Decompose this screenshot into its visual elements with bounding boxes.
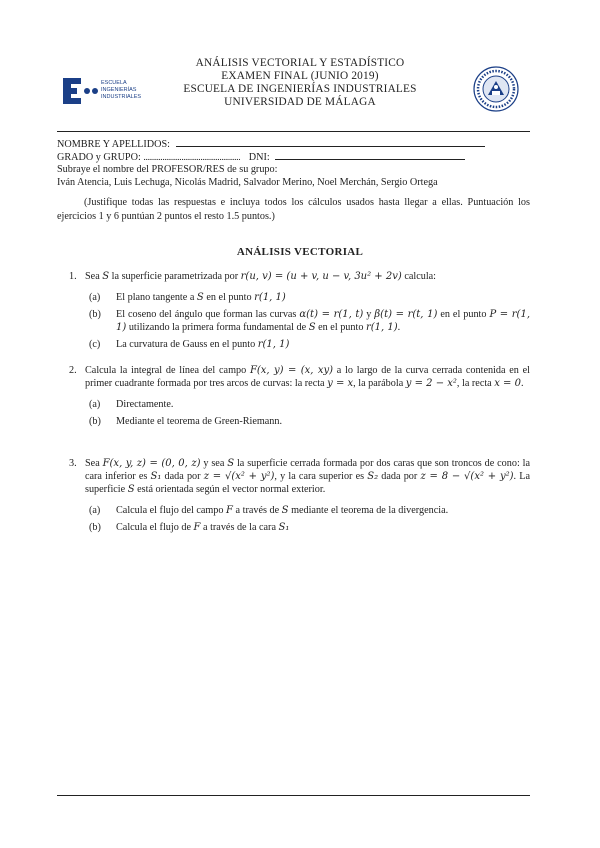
dni-input-line[interactable] <box>275 150 465 160</box>
statement-text: Calcula la integral de línea del campo <box>85 365 250 376</box>
problem-part <box>89 415 530 428</box>
exam-instructions: (Justifique todas las respuestas e incluya todos los cálculos usados hasta llegar a ellas. Puntuación los ejercicios 1 y 6 puntúan 2 puntos el resto 1.5 puntos.) <box>57 197 530 222</box>
exam-title: EXAMEN FINAL (JUNIO 2019) <box>221 70 379 82</box>
part-label: (a) <box>89 399 101 410</box>
part-text: en el punto <box>203 292 255 303</box>
professor-list[interactable]: Iván Atencia, Luis Lechuga, Nicolás Madrid, Salvador Merino, Noel Merchán, Sergio Ortega <box>57 177 438 188</box>
problem-part <box>89 308 530 334</box>
dni-label: DNI: <box>248 152 270 163</box>
math-expression: S₁ <box>278 522 290 533</box>
part-label: (c) <box>89 339 101 350</box>
course-title: ANÁLISIS VECTORIAL Y ESTADÍSTICO <box>195 57 405 69</box>
problem-statement <box>85 364 530 390</box>
statement-text: está orientada según el vector normal exterior. <box>134 484 326 495</box>
problem-number: 1. <box>69 271 77 282</box>
problem-parts <box>89 291 530 351</box>
name-input-line[interactable] <box>176 137 485 147</box>
math-expression: S₂ <box>367 471 379 482</box>
math-expression: x = 0 <box>494 378 521 389</box>
university-seal-icon <box>472 65 520 113</box>
statement-text: Sea <box>85 271 103 282</box>
exam-title-block <box>150 57 450 109</box>
problem-number: 2. <box>69 365 77 376</box>
statement-text: . La superficie <box>85 471 530 495</box>
problem-1 <box>57 270 530 355</box>
part-label: (a) <box>89 505 101 516</box>
problem-part <box>89 338 530 351</box>
statement-text: , la recta <box>456 378 495 389</box>
problem-part <box>89 521 530 534</box>
math-expression: S <box>102 271 110 282</box>
math-expression: P = r(1, 1) <box>116 309 531 333</box>
math-expression: S <box>127 484 135 495</box>
part-text: a través de <box>233 505 282 516</box>
problem-part <box>89 291 530 304</box>
statement-text: Sea <box>85 458 103 469</box>
statement-text: , y la cara superior es <box>274 471 368 482</box>
logo-text-line: ESCUELA <box>101 80 127 86</box>
math-expression: S <box>308 322 316 333</box>
part-text: El plano tangente a <box>116 292 197 303</box>
math-expression: β(t) = r(t, 1) <box>374 309 438 320</box>
part-text: Directamente. <box>116 399 174 410</box>
math-expression: r(1, 1) <box>254 292 286 303</box>
math-expression: S <box>227 458 235 469</box>
part-text: Calcula el flujo del campo <box>116 505 227 516</box>
part-text: Mediante el teorema de Green-Riemann. <box>116 416 283 427</box>
problem-2 <box>57 364 530 432</box>
math-expression: y = 2 − x² <box>405 378 457 389</box>
math-expression: F <box>226 505 233 516</box>
part-label: (b) <box>89 416 101 427</box>
math-expression: F <box>193 522 201 533</box>
math-expression: S <box>281 505 289 516</box>
math-expression: y = x <box>327 378 354 389</box>
problem-parts <box>89 398 530 428</box>
group-input-dots[interactable]: ................................................... <box>143 152 241 162</box>
statement-text: . <box>520 378 524 389</box>
part-text: Calcula el flujo de <box>116 522 194 533</box>
statement-text: la superficie cerrada formada por dos caras que son troncos de cono: la cara inferior es <box>85 458 530 482</box>
problem-part <box>89 504 530 517</box>
problem-statement <box>85 270 530 283</box>
part-label: (b) <box>89 309 101 320</box>
section-title: ANÁLISIS VECTORIAL <box>236 246 364 258</box>
statement-text: , la parábola <box>353 378 406 389</box>
math-expression: S <box>196 292 204 303</box>
part-text: El coseno del ángulo que forman las curvas <box>116 309 300 320</box>
part-text: en el punto <box>437 309 490 320</box>
university-name: UNIVERSIDAD DE MÁLAGA <box>224 96 376 108</box>
part-text: en el punto <box>315 322 366 333</box>
part-text: y <box>363 309 375 320</box>
problem-number: 3. <box>69 458 77 469</box>
math-expression: r(u, v) = (u + v, u − v, 3u² + 2v) <box>240 271 402 282</box>
part-text: . <box>397 322 401 333</box>
math-expression: S₁ <box>150 471 162 482</box>
problem-3 <box>57 457 530 538</box>
school-logo <box>63 76 143 106</box>
statement-text: a lo largo de la curva cerrada contenida en el primer cuadrante formada por tres arcos de curvas: la recta <box>85 365 530 389</box>
math-expression: r(1, 1) <box>365 322 398 333</box>
part-label: (a) <box>89 292 101 303</box>
math-expression: F(x, y) = (x, xy) <box>249 365 334 376</box>
math-expression: z = √(x² + y²) <box>203 471 275 482</box>
part-label: (b) <box>89 522 101 533</box>
math-expression: F(x, y, z) = (0, 0, z) <box>102 458 201 469</box>
professor-instruction: Subraye el nombre del PROFESOR/RES de su grupo: <box>57 164 278 175</box>
group-row <box>57 150 465 164</box>
logo-text-line: INDUSTRIALES <box>101 94 142 100</box>
name-row <box>57 137 485 151</box>
problem-statement <box>85 457 530 496</box>
math-expression: α(t) = r(1, t) <box>299 309 364 320</box>
group-label: GRADO y GRUPO: <box>57 152 141 163</box>
problem-parts <box>89 504 530 534</box>
header-rule <box>57 131 530 132</box>
university-seal <box>472 65 520 113</box>
part-text: a través de la cara <box>200 522 279 533</box>
problem-part <box>89 398 530 411</box>
statement-text: dada por <box>161 471 204 482</box>
statement-text: la superficie parametrizada por <box>109 271 241 282</box>
part-text: La curvatura de Gauss en el punto <box>116 339 258 350</box>
school-name: ESCUELA DE INGENIERÍAS INDUSTRIALES <box>183 83 417 95</box>
footer-rule <box>57 795 530 796</box>
statement-text: y sea <box>200 458 228 469</box>
math-expression: r(1, 1) <box>257 339 290 350</box>
logo-text-line: INGENIERÍAS <box>101 87 137 93</box>
statement-text: dada por <box>378 471 421 482</box>
school-logo-text <box>101 80 141 101</box>
statement-text: calcula: <box>401 271 436 282</box>
math-expression: z = 8 − √(x² + y²) <box>420 471 514 482</box>
part-text: mediante el teorema de la divergencia. <box>288 505 449 516</box>
part-text: utilizando la primera forma fundamental de <box>126 322 309 333</box>
name-label: NOMBRE Y APELLIDOS: <box>57 139 171 150</box>
